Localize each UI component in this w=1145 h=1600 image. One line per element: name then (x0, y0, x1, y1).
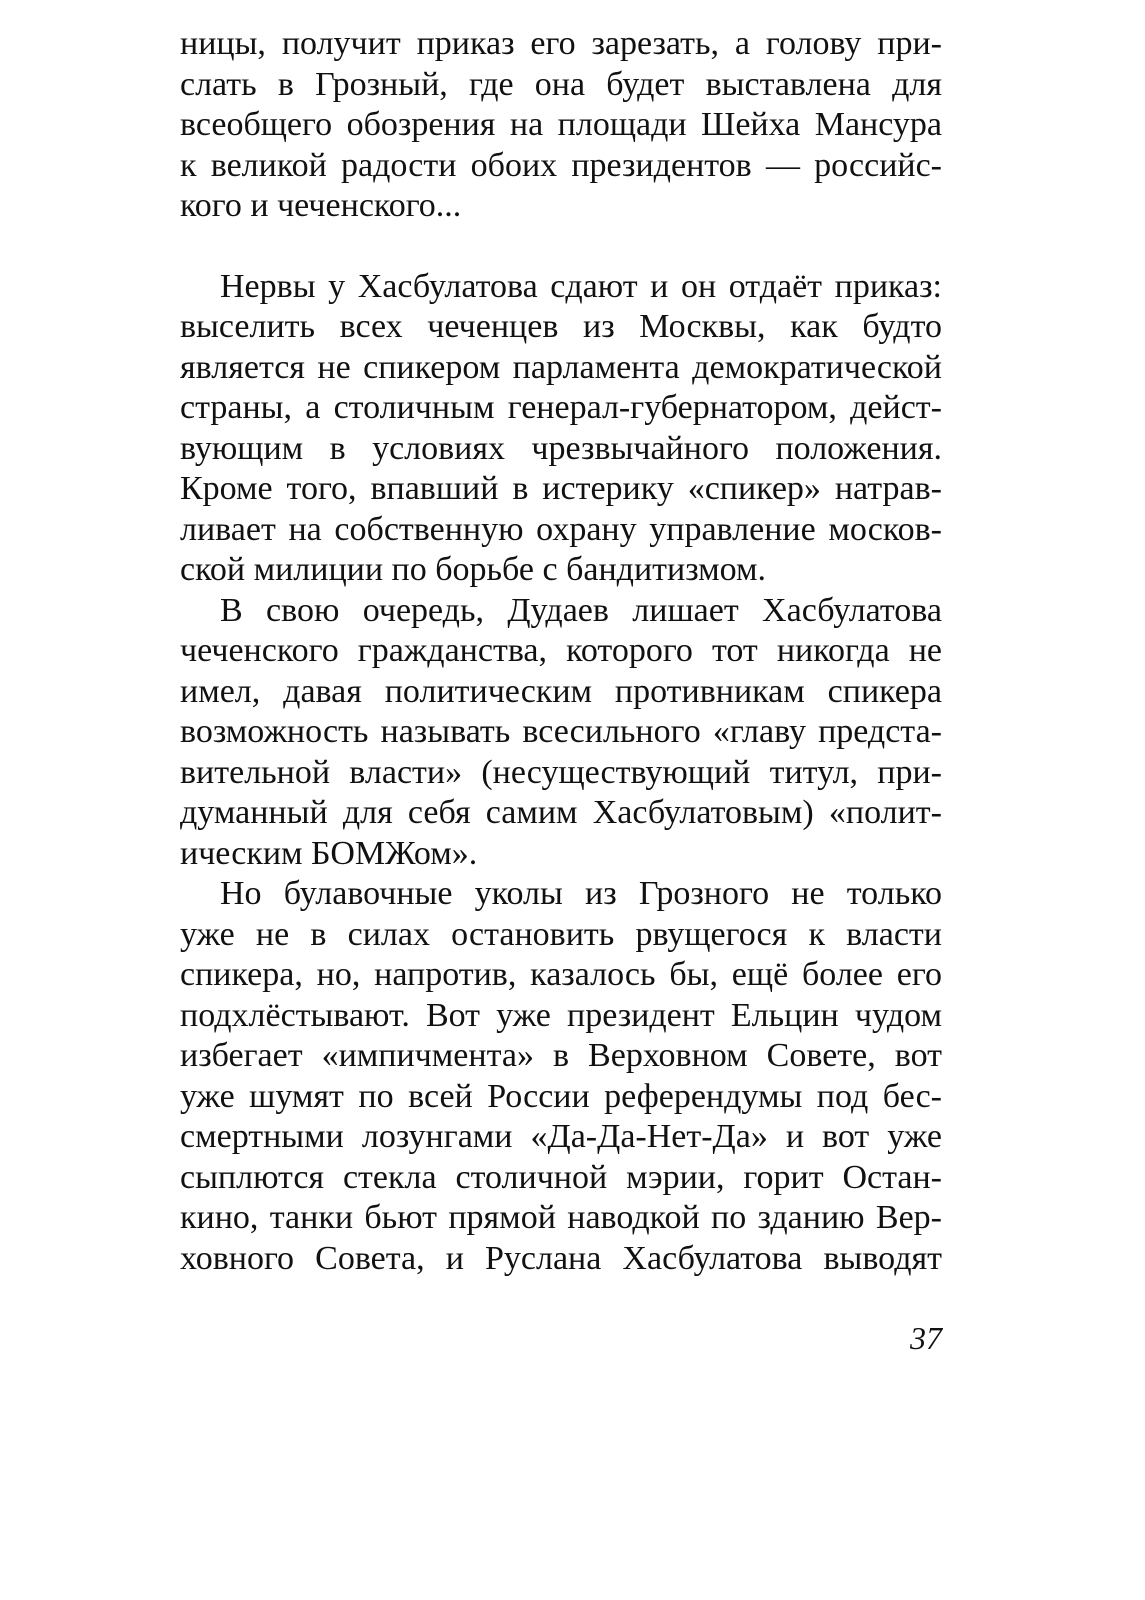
text-line: ховного Совета, и Руслана Хасбулатова выводят (180, 1239, 942, 1277)
text-line: В свою очередь, Дудаев лишает Хасбулатова (220, 591, 942, 629)
paragraph-4 (180, 874, 942, 1279)
text-line: Кроме того, впавший в истерику «спикер» натрав- (180, 470, 942, 507)
text-line: ическим БОМЖом». (180, 834, 478, 872)
text-line: кого и чеченского... (180, 187, 462, 224)
text-line: Нервы у Хасбулатова сдают и он отдаёт приказ: (220, 267, 942, 305)
text-line: имел, давая политическим противникам спикера (180, 672, 942, 710)
text-line: подхлёстывают. Вот уже президент Ельцин чудом (180, 996, 942, 1034)
text-line: думанный для себя самим Хасбулатовым) «полит- (180, 794, 942, 831)
paragraph-spacer (180, 227, 942, 267)
text-line: сыплются стекла столичной мэрии, горит Остан- (180, 1158, 942, 1196)
text-line: спикера, но, напротив, казалось бы, ещё более его (180, 956, 942, 993)
page-number: 37 (910, 1320, 942, 1356)
text-line: кино, танки бьют прямой наводкой по зданию Вер- (180, 1199, 942, 1236)
paragraph-2 (180, 267, 942, 591)
document-page (180, 24, 942, 1279)
text-line: смертными лозунгами «Да-Да-Нет-Да» и вот уже (180, 1118, 942, 1155)
text-line: выселить всех чеченцев из Москвы, как будто (180, 308, 942, 345)
text-line: страны, а столичным генерал-губернатором, дейст- (180, 389, 942, 426)
text-line: вительной власти» (несуществующий титул, при- (180, 753, 942, 791)
text-line: всеобщего обозрения на площади Шейха Мансура (180, 106, 942, 143)
text-line: уже шумят по всей России референдумы под бес- (180, 1077, 942, 1115)
text-line: вующим в условиях чрезвычайного положения. (180, 429, 942, 467)
text-line: является не спикером парламента демократической (180, 348, 942, 386)
text-line: к великой радости обоих президентов — российс- (180, 146, 942, 184)
text-line: уже не в силах остановить рвущегося к власти (180, 915, 942, 953)
text-line: ливает на собственную охрану управление москов- (180, 510, 942, 548)
text-line: избегает «импичмента» в Верховном Совете, вот (180, 1037, 942, 1074)
paragraph-1 (180, 24, 942, 227)
text-line: слать в Грозный, где она будет выставлена для (180, 65, 942, 103)
text-line: чеченского гражданства, которого тот никогда не (180, 632, 942, 669)
text-line: возможность называть всесильного «главу предста- (180, 713, 942, 750)
paragraph-3 (180, 591, 942, 875)
text-line: ской милиции по борьбе с бандитизмом. (180, 551, 767, 588)
text-line: ницы, получит приказ его зарезать, а голову при- (180, 25, 942, 62)
text-line: Но булавочные уколы из Грозного не только (220, 875, 942, 912)
